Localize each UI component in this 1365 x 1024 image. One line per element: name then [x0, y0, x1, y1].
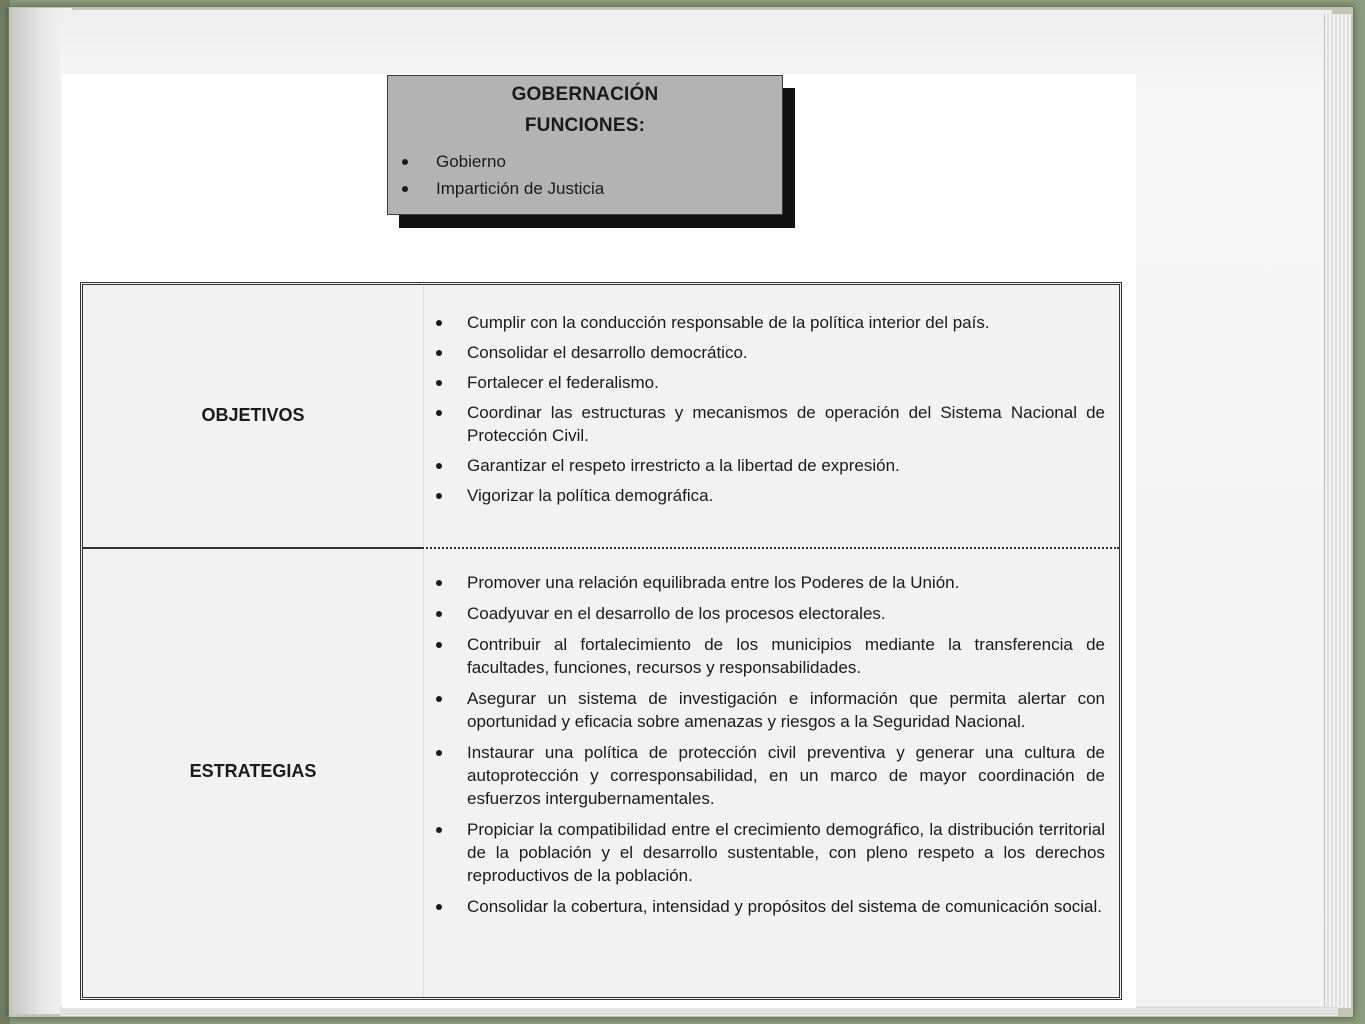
list-item — [433, 341, 1105, 364]
list-item — [433, 401, 1105, 447]
bullet-icon — [436, 904, 442, 910]
bullet-icon — [402, 159, 408, 165]
bullet-icon — [436, 580, 442, 586]
header-subtitle: FUNCIONES: — [524, 115, 646, 136]
list-item — [433, 602, 1105, 625]
item-text: Contribuir al fortalecimiento de los municipios mediante la transferencia de facultades, funciones, recursos y responsabilidades. — [467, 635, 1105, 677]
list-item — [433, 741, 1105, 810]
item-text: Cumplir con la conducción responsable de la política interior del país. — [467, 313, 990, 332]
row-label-objetivos: OBJETIVOS — [201, 405, 305, 425]
item-text: Vigorizar la política demográfica. — [467, 486, 714, 505]
item-text: Asegurar un sistema de investigación e información que permita alertar con oportunidad y eficacia sobre amenazas y riesgos a la Seguridad Nacional. — [467, 689, 1105, 731]
function-item — [388, 148, 782, 175]
bullet-icon — [436, 696, 442, 702]
bullet-icon — [436, 642, 442, 648]
list-item — [433, 454, 1105, 477]
table-row-objetivos — [83, 285, 1119, 547]
list-item — [433, 371, 1105, 394]
bullet-icon — [436, 410, 442, 416]
estrategias-list — [433, 571, 1105, 926]
item-text: Coadyuvar en el desarrollo de los procesos electorales. — [467, 604, 886, 623]
bullet-icon — [436, 320, 442, 326]
item-text: Coordinar las estructuras y mecanismos de operación del Sistema Nacional de Protección Civil. — [467, 403, 1105, 445]
objetivos-list — [433, 311, 1105, 514]
list-item — [433, 895, 1105, 918]
item-text: Fortalecer el federalismo. — [467, 373, 659, 392]
item-text: Garantizar el respeto irrestricto a la libertad de expresión. — [467, 456, 900, 475]
list-item — [433, 311, 1105, 334]
bullet-icon — [436, 827, 442, 833]
functions-list — [388, 148, 782, 202]
list-item — [433, 633, 1105, 679]
row-label-estrategias: ESTRATEGIAS — [189, 761, 317, 781]
bullet-icon — [436, 493, 442, 499]
table-row-estrategias — [83, 549, 1119, 997]
function-item — [388, 175, 782, 202]
bullet-icon — [402, 186, 408, 192]
function-label: Impartición de Justicia — [436, 179, 605, 198]
header-title: GOBERNACIÓN — [511, 84, 659, 105]
bullet-icon — [436, 611, 442, 617]
list-item — [433, 818, 1105, 887]
item-text: Consolidar el desarrollo democrático. — [467, 343, 748, 362]
bullet-icon — [436, 380, 442, 386]
document-image — [62, 74, 1136, 1008]
objectives-strategies-table — [80, 282, 1122, 1000]
function-label: Gobierno — [436, 152, 506, 171]
bullet-icon — [436, 350, 442, 356]
page-stack-edge — [1324, 14, 1351, 1008]
list-item — [433, 571, 1105, 594]
item-text: Promover una relación equilibrada entre los Poderes de la Unión. — [467, 573, 960, 592]
list-item — [433, 687, 1105, 733]
item-text: Propiciar la compatibilidad entre el crecimiento demográfico, la distribución territorial de la población y el desarrollo sustentable, con pleno respeto a los derechos reproductivos de la población. — [467, 820, 1105, 885]
item-text: Instaurar una política de protección civil preventiva y generar una cultura de autoprotección y corresponsabilidad, en un marco de mayor coordinación de esfuerzos intergubernamentales. — [467, 743, 1105, 808]
item-text: Consolidar la cobertura, intensidad y propósitos del sistema de comunicación social. — [467, 897, 1103, 916]
bullet-icon — [436, 463, 442, 469]
bullet-icon — [436, 750, 442, 756]
header-box — [387, 75, 783, 215]
list-item — [433, 484, 1105, 507]
